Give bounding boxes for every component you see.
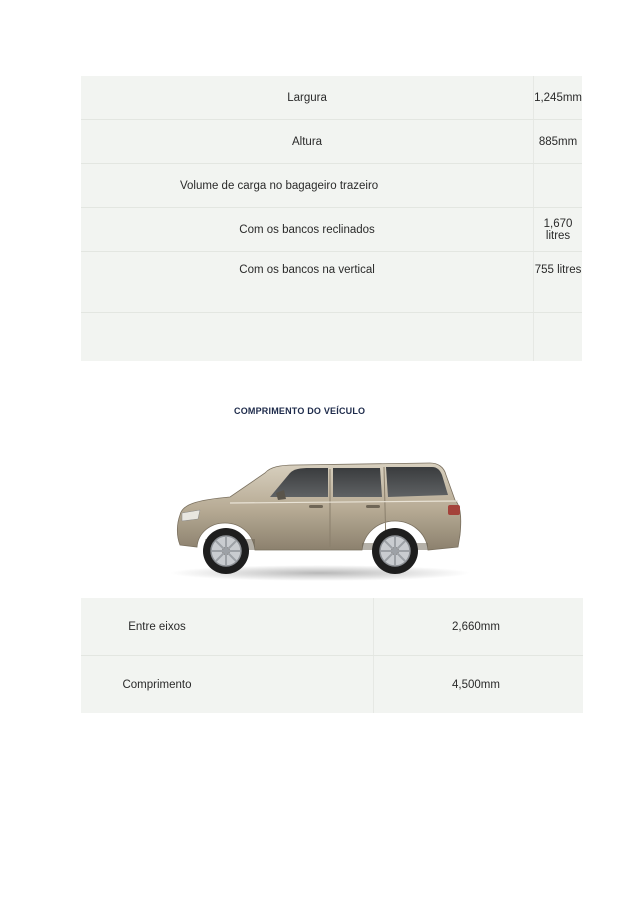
row-label: Altura	[81, 120, 534, 164]
row-value: 1,670 litres	[534, 208, 582, 252]
row-value: 755 litres	[534, 252, 582, 313]
row-label: Com os bancos reclinados	[81, 208, 534, 252]
section-title: COMPRIMENTO DO VEÍCULO	[234, 406, 366, 416]
row-label: Volume de carga no bagageiro trazeiro	[81, 164, 534, 208]
front-wheel	[203, 528, 249, 574]
rear-wheel	[372, 528, 418, 574]
car-image	[170, 455, 480, 585]
row-label	[81, 313, 534, 362]
table-row	[81, 208, 582, 252]
row-value	[534, 313, 582, 362]
table-row	[81, 76, 582, 120]
table-row	[81, 598, 583, 656]
table-row	[81, 164, 582, 208]
suv-illustration	[170, 455, 480, 585]
row-value: 2,660mm	[374, 598, 584, 656]
dimensions-table	[81, 76, 582, 361]
row-label: Comprimento	[122, 678, 192, 691]
row-label-cell	[81, 656, 374, 714]
row-value: 885mm	[534, 120, 582, 164]
table-row	[81, 120, 582, 164]
table-row	[81, 252, 582, 313]
table-row	[81, 656, 583, 714]
row-value: 1,245mm	[534, 76, 582, 120]
table-row	[81, 313, 582, 362]
row-label: Com os bancos na vertical	[81, 252, 534, 313]
row-value: 4,500mm	[452, 678, 500, 691]
row-label-cell	[81, 598, 374, 656]
row-label: Largura	[81, 76, 534, 120]
length-table	[81, 598, 583, 713]
row-value	[534, 164, 582, 208]
row-label: Entre eixos	[128, 620, 186, 633]
